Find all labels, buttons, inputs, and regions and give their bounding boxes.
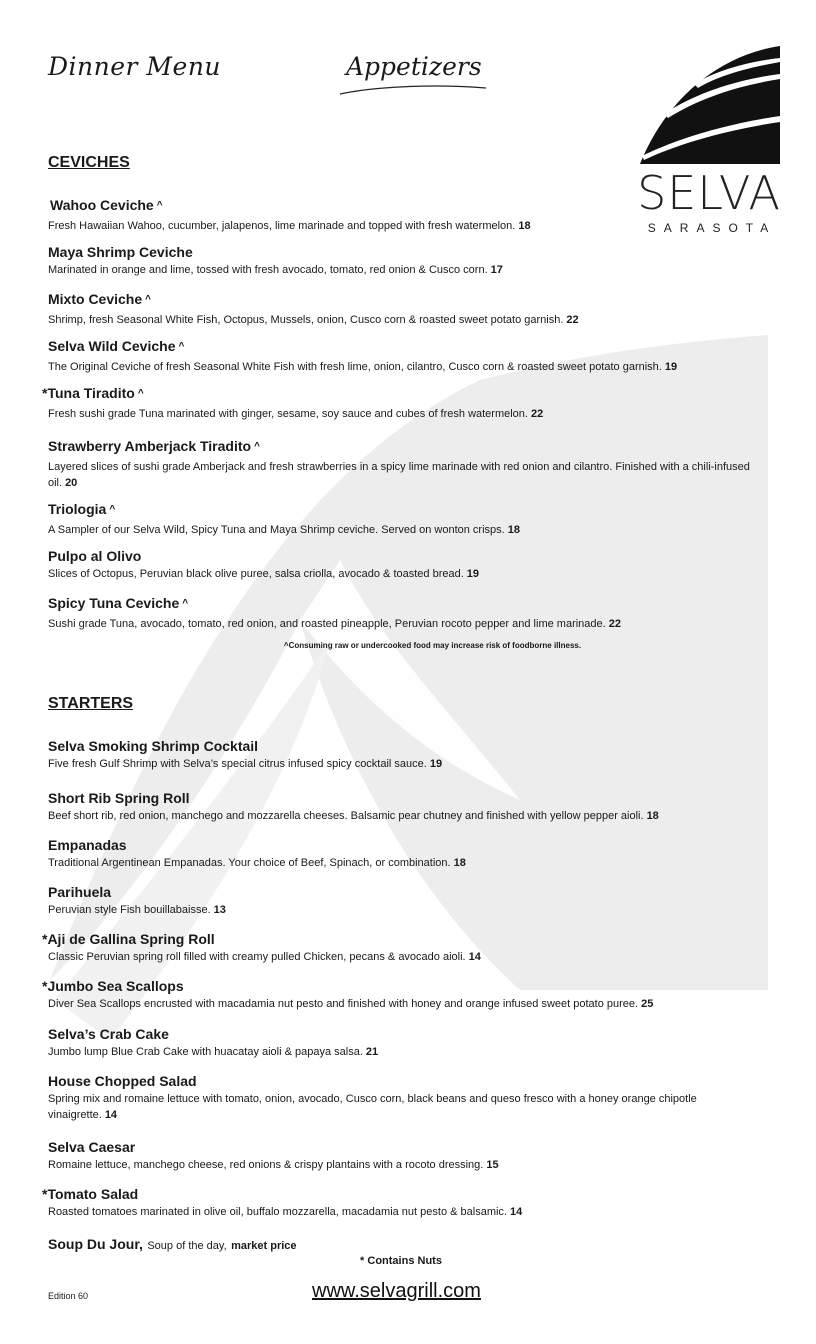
item-name: *Tuna Tiradito bbox=[42, 385, 135, 401]
item-name: Maya Shrimp Ceviche bbox=[48, 244, 193, 260]
raw-caret: ^ bbox=[156, 200, 163, 211]
item-desc: Traditional Argentinean Empanadas. Your choice of Beef, Spinach, or combination. bbox=[48, 857, 451, 869]
item-desc: Peruvian style Fish bouillabaisse. bbox=[48, 904, 211, 916]
soup-name: Soup Du Jour, bbox=[48, 1236, 143, 1252]
item-name: Selva Smoking Shrimp Cocktail bbox=[48, 738, 259, 754]
item-name: Triologia bbox=[48, 501, 107, 517]
item-desc: Five fresh Gulf Shrimp with Selva’s special citrus infused spicy cocktail sauce. bbox=[48, 758, 427, 770]
contains-nuts-note: * Contains Nuts bbox=[360, 1255, 442, 1267]
raw-caret: ^ bbox=[145, 294, 151, 305]
item-price: 19 bbox=[429, 758, 443, 770]
item-price: 19 bbox=[466, 568, 480, 580]
item-desc: Marinated in orange and lime, tossed with fresh avocado, tomato, red onion & Cusco corn. bbox=[48, 264, 488, 276]
menu-item bbox=[48, 594, 768, 632]
item-price: 22 bbox=[530, 408, 544, 420]
menu-item bbox=[42, 977, 762, 1012]
item-name: Strawberry Amberjack Tiradito bbox=[48, 438, 252, 454]
website-link[interactable]: www.selvagrill.com bbox=[312, 1280, 481, 1302]
item-desc: Shrimp, fresh Seasonal White Fish, Octopus, Mussels, onion, Cusco corn & roasted sweet potato garnish. bbox=[48, 314, 564, 326]
soup-price: market price bbox=[231, 1240, 297, 1252]
item-price: 14 bbox=[468, 951, 481, 963]
item-price: 14 bbox=[509, 1206, 523, 1218]
item-desc: Fresh sushi grade Tuna marinated with ginger, sesame, soy sauce and cubes of fresh watermelon. bbox=[48, 408, 528, 420]
item-name: *Aji de Gallina Spring Roll bbox=[42, 931, 215, 947]
logo-brand: SELVA bbox=[637, 166, 781, 220]
item-desc: Classic Peruvian spring roll filled with creamy pulled Chicken, pecans & avocado aioli. bbox=[48, 951, 466, 963]
menu-title: Dinner Menu bbox=[48, 52, 222, 81]
item-desc: A Sampler of our Selva Wild, Spicy Tuna and Maya Shrimp ceviche. Served on wonton crisps. bbox=[48, 524, 505, 536]
item-name: Selva Wild Ceviche bbox=[48, 338, 176, 354]
menu-item bbox=[48, 789, 768, 824]
item-name: Wahoo Ceviche bbox=[50, 197, 154, 213]
item-desc: Diver Sea Scallops encrusted with macadamia nut pesto and finished with honey and orange infused sweet potato puree. bbox=[48, 998, 639, 1010]
menu-item bbox=[48, 883, 768, 918]
item-price: 13 bbox=[213, 904, 226, 916]
menu-item bbox=[50, 196, 770, 234]
menu-item bbox=[48, 243, 768, 278]
item-price: 18 bbox=[518, 220, 531, 232]
item-desc: Layered slices of sushi grade Amberjack and fresh strawberries in a spicy lime marinade with red onion and cilantro. Finished with a chili-infused oil. bbox=[48, 461, 750, 489]
item-price: 15 bbox=[486, 1159, 499, 1171]
item-price: 17 bbox=[490, 264, 503, 276]
raw-caret: ^ bbox=[178, 341, 185, 352]
menu-item bbox=[42, 930, 762, 965]
ceviches-title: CEVICHES bbox=[48, 154, 130, 171]
item-price: 22 bbox=[608, 618, 621, 630]
soup-desc: Soup of the day, bbox=[147, 1240, 227, 1252]
item-name: Pulpo al Olivo bbox=[48, 548, 142, 564]
menu-item bbox=[42, 1185, 762, 1220]
item-desc: Slices of Octopus, Peruvian black olive puree, salsa criolla, avocado & toasted bread. bbox=[48, 568, 464, 580]
menu-item bbox=[48, 737, 768, 772]
item-price: 18 bbox=[507, 524, 520, 536]
menu-item bbox=[48, 337, 768, 375]
menu-item bbox=[48, 1025, 768, 1060]
item-desc: Spring mix and romaine lettuce with tomato, onion, avocado, Cusco corn, black beans and queso fresco with a honey orange chipotle vinaigrette. bbox=[48, 1093, 697, 1121]
item-desc: Beef short rib, red onion, manchego and mozzarella cheeses. Balsamic pear chutney and finished with yellow pepper aioli. bbox=[48, 810, 644, 822]
item-desc: The Original Ceviche of fresh Seasonal White Fish with fresh lime, onion, cilantro, Cusco corn & roasted sweet potato garnish. bbox=[48, 361, 662, 373]
section-heading: Appetizers bbox=[346, 52, 482, 81]
item-name: *Tomato Salad bbox=[42, 1186, 139, 1202]
item-name: Selva Caesar bbox=[48, 1139, 136, 1155]
menu-item bbox=[48, 1072, 738, 1123]
item-desc: Jumbo lump Blue Crab Cake with huacatay aioli & papaya salsa. bbox=[48, 1046, 363, 1058]
item-name: Short Rib Spring Roll bbox=[48, 790, 190, 806]
menu-item bbox=[48, 290, 768, 328]
menu-item bbox=[48, 437, 768, 491]
edition-label: Edition 60 bbox=[48, 1291, 89, 1301]
item-name: House Chopped Salad bbox=[48, 1073, 197, 1089]
starters-title: STARTERS bbox=[48, 695, 134, 712]
item-price: 14 bbox=[104, 1109, 118, 1121]
item-name: Spicy Tuna Ceviche bbox=[48, 595, 180, 611]
menu-item bbox=[48, 836, 768, 871]
item-name: Parihuela bbox=[48, 884, 112, 900]
raw-caret: ^ bbox=[137, 388, 144, 399]
item-price: 25 bbox=[641, 998, 654, 1010]
item-name: *Jumbo Sea Scallops bbox=[42, 978, 184, 994]
menu-item bbox=[42, 384, 762, 422]
raw-caret: ^ bbox=[182, 598, 189, 609]
item-price: 20 bbox=[65, 477, 78, 489]
logo-location: SARASOTA bbox=[647, 221, 777, 235]
item-desc: Romaine lettuce, manchego cheese, red onions & crispy plantains with a rocoto dressing. bbox=[48, 1159, 484, 1171]
heading-swash bbox=[338, 84, 488, 98]
item-desc: Sushi grade Tuna, avocado, tomato, red onion, and roasted pineapple, Peruvian rocoto pepper and lime marinade. bbox=[48, 618, 606, 630]
item-name: Selva’s Crab Cake bbox=[48, 1026, 169, 1042]
menu-item bbox=[48, 1138, 768, 1173]
raw-caret: ^ bbox=[254, 441, 260, 452]
item-price: 21 bbox=[365, 1046, 379, 1058]
item-desc: Roasted tomatoes marinated in olive oil, buffalo mozzarella, macadamia nut pesto & balsamic. bbox=[48, 1206, 507, 1218]
menu-item bbox=[48, 547, 768, 582]
item-price: 19 bbox=[664, 361, 678, 373]
item-name: Mixto Ceviche bbox=[48, 291, 143, 307]
item-name: Empanadas bbox=[48, 837, 127, 853]
raw-caret: ^ bbox=[109, 504, 116, 515]
item-price: 18 bbox=[646, 810, 659, 822]
item-price: 18 bbox=[453, 857, 466, 869]
raw-food-disclaimer: ^Consuming raw or undercooked food may increase risk of foodborne illness. bbox=[283, 641, 582, 650]
item-price: 22 bbox=[566, 314, 579, 326]
item-desc: Fresh Hawaiian Wahoo, cucumber, jalapenos, lime marinade and topped with fresh watermelon. bbox=[48, 220, 516, 232]
soup-du-jour bbox=[48, 1236, 297, 1254]
menu-item bbox=[48, 500, 768, 538]
